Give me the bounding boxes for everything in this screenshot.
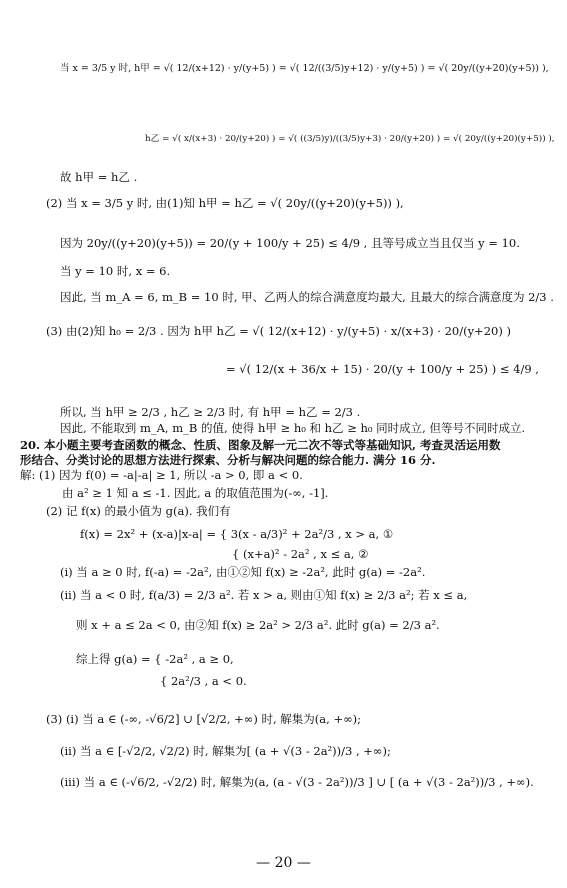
text-line: h乙 = √( x/(x+3) · 20/(y+20) ) = √( ((3/5)y)/((3/5)y+3) · 20/(y+20) ) = √( 20y/((y+20)(y+5)) ), bbox=[145, 134, 555, 144]
text-line: 当 x = 3/5 y 时, h甲 = √( 12/(x+12) · y/(y+5) ) = √( 12/((3/5)y+12) · y/(y+5) ) = √( 20y/((y+20)(y+5)) ), bbox=[60, 63, 549, 74]
text-line: 故 h甲 = h乙 . bbox=[60, 170, 138, 184]
text-line: (iii) 当 a ∈ (-√6/2, -√2/2) 时, 解集为(a, (a - √(3 - 2a²))/3 ] ∪ [ (a + √(3 - 2a²))/3 , +∞). bbox=[60, 775, 534, 789]
text-line: 形结合、分类讨论的思想方法进行探索、分析与解决问题的综合能力. 满分 16 分. bbox=[20, 453, 436, 467]
text-line: { 2a²/3 , a < 0. bbox=[160, 674, 247, 688]
text-line: f(x) = 2x² + (x-a)|x-a| = { 3(x - a/3)² + 2a²/3 , x > a, ① bbox=[80, 527, 394, 541]
text-line: 综上得 g(a) = { -2a² , a ≥ 0, bbox=[76, 652, 234, 666]
text-line: (2) 当 x = 3/5 y 时, 由(1)知 h甲 = h乙 = √( 20y/((y+20)(y+5)) ), bbox=[46, 196, 404, 210]
text-line: 20. 本小题主要考查函数的概念、性质、图象及解一元二次不等式等基础知识, 考查灵活运用数 bbox=[20, 438, 501, 452]
text-line: 因为 20y/((y+20)(y+5)) = 20/(y + 100/y + 25) ≤ 4/9 , 且等号成立当且仅当 y = 10. bbox=[60, 236, 520, 250]
text-line: 由 a² ≥ 1 知 a ≤ -1. 因此, a 的取值范围为(-∞, -1]. bbox=[62, 486, 329, 500]
page-number: — 20 — bbox=[256, 855, 311, 871]
text-line: (ii) 当 a ∈ [-√2/2, √2/2) 时, 解集为[ (a + √(3 - 2a²))/3 , +∞); bbox=[60, 744, 391, 758]
text-line: (3) 由(2)知 h₀ = 2/3 . 因为 h甲 h乙 = √( 12/(x+12) · y/(y+5) · x/(x+3) · 20/(y+20) ) bbox=[46, 324, 511, 338]
text-line: 解: (1) 因为 f(0) = -a|-a| ≥ 1, 所以 -a > 0, 即 a < 0. bbox=[20, 468, 303, 482]
text-line: { (x+a)² - 2a² , x ≤ a, ② bbox=[232, 547, 369, 561]
text-line: = √( 12/(x + 36/x + 15) · 20/(y + 100/y + 25) ) ≤ 4/9 , bbox=[226, 362, 539, 376]
text-line: 当 y = 10 时, x = 6. bbox=[60, 264, 171, 278]
text-line: 因此, 当 m_A = 6, m_B = 10 时, 甲、乙两人的综合满意度均最大, 且最大的综合满意度为 2/3 . bbox=[60, 290, 554, 304]
text-line: 所以, 当 h甲 ≥ 2/3 , h乙 ≥ 2/3 时, 有 h甲 = h乙 = 2/3 . bbox=[60, 405, 361, 419]
text-line: (i) 当 a ≥ 0 时, f(-a) = -2a², 由①②知 f(x) ≥ -2a², 此时 g(a) = -2a². bbox=[60, 565, 426, 579]
text-line: (3) (i) 当 a ∈ (-∞, -√6/2] ∪ [√2/2, +∞) 时, 解集为(a, +∞); bbox=[46, 712, 362, 726]
text-line: (2) 记 f(x) 的最小值为 g(a). 我们有 bbox=[46, 504, 231, 518]
text-line: (ii) 当 a < 0 时, f(a/3) = 2/3 a². 若 x > a, 则由①知 f(x) ≥ 2/3 a²; 若 x ≤ a, bbox=[60, 588, 468, 602]
text-line: 则 x + a ≤ 2a < 0, 由②知 f(x) ≥ 2a² > 2/3 a². 此时 g(a) = 2/3 a². bbox=[76, 618, 440, 632]
text-line: 因此, 不能取到 m_A, m_B 的值, 使得 h甲 ≥ h₀ 和 h乙 ≥ h₀ 同时成立, 但等号不同时成立. bbox=[60, 421, 526, 435]
